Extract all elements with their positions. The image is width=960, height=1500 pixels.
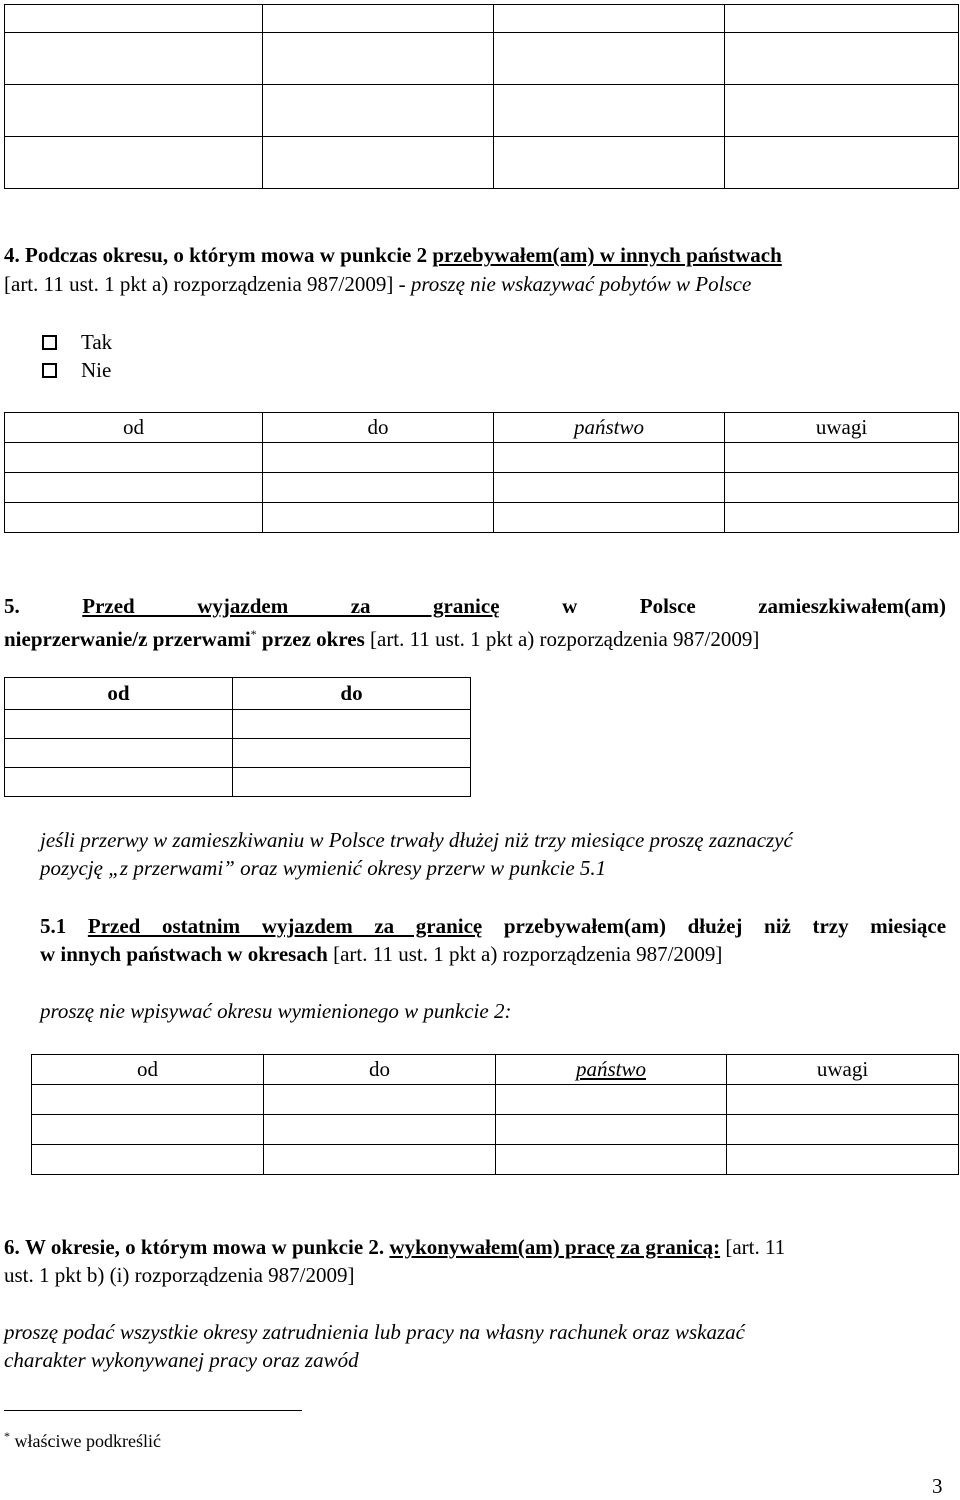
table-cell[interactable] [264,1085,496,1115]
table-cell[interactable] [263,137,494,189]
table-cell[interactable] [5,85,263,137]
header-od: od [5,678,233,710]
section5-legal-text: [art. 11 ust. 1 pkt a) rozporządzenia 987/2009] [370,627,760,651]
table-cell[interactable] [725,473,959,503]
section5-note-line2: pozycję „z przerwami” oraz wymienić okresy przerw w punkcie 5.1 [40,856,607,880]
header-do: do [264,1055,496,1085]
header-do: do [233,678,471,710]
section51-legal-text: [art. 11 ust. 1 pkt a) rozporządzenia 987/2009] [333,942,723,966]
table-cell[interactable] [264,1145,496,1175]
header-panstwo: państwo [496,1055,727,1085]
section51-num: 5.1 [40,914,67,938]
table-cell[interactable] [5,503,263,533]
section5-heading-underlined: Przed wyjazdem za granicę [82,594,500,618]
table-cell[interactable] [233,739,471,768]
table-cell[interactable] [727,1145,959,1175]
table-cell[interactable] [263,85,494,137]
top-table [4,4,959,189]
section6-legal-text: [art. 11 [725,1235,786,1259]
header-do: do [263,413,494,443]
header-od: od [5,413,263,443]
table-cell[interactable] [233,768,471,797]
table-cell[interactable] [494,5,725,33]
table-cell[interactable] [263,503,494,533]
table-cell[interactable] [5,739,233,768]
table-cell[interactable] [725,137,959,189]
header-uwagi: uwagi [727,1055,959,1085]
table-cell[interactable] [494,85,725,137]
section5-heading-text3: przez okres [261,627,365,651]
page-number: 3 [932,1474,943,1498]
section4-instruction: proszę nie wskazywać pobytów w Polsce [410,272,752,296]
footnote-mark: * [4,1429,10,1443]
table-cell[interactable] [32,1115,264,1145]
section6-note-line1: proszę podać wszystkie okresy zatrudnienia lub pracy na własny rachunek oraz wskazać [4,1320,745,1344]
table-cell[interactable] [5,710,233,739]
footnote-text: właściwe podkreślić [14,1431,161,1451]
table-cell[interactable] [233,710,471,739]
section51-heading [40,912,946,940]
table-cell[interactable] [727,1115,959,1145]
section4-heading-text: Podczas okresu, o którym mowa w punkcie 2 [25,243,428,267]
section4-num: 4. [4,243,20,267]
section6-heading-underlined: wykonywałem(am) pracę za granicą: [389,1235,721,1259]
section5-heading [4,592,946,620]
section5-table [4,677,471,797]
table-cell[interactable] [725,85,959,137]
option-label: Nie [81,358,112,382]
table-cell[interactable] [494,443,725,473]
header-od: od [32,1055,264,1085]
section4-heading-underlined: przebywałem(am) w innych państwach [432,243,782,267]
table-cell[interactable] [496,1085,727,1115]
section5-heading-text2: nieprzerwanie/z przerwami [4,627,251,651]
checkbox-icon[interactable] [42,363,57,378]
table-cell[interactable] [263,473,494,503]
table-cell[interactable] [5,768,233,797]
section4-legal-ref [4,270,751,298]
footnote [4,1422,161,1455]
table-cell[interactable] [264,1115,496,1145]
table-cell[interactable] [32,1145,264,1175]
table-cell[interactable] [496,1115,727,1145]
section6-num: 6. [4,1235,20,1259]
table-cell[interactable] [494,33,725,85]
option-nie[interactable] [42,356,111,384]
table-cell[interactable] [725,443,959,473]
section6-heading [4,1233,946,1261]
section51-table [31,1054,959,1175]
table-cell[interactable] [263,33,494,85]
table-cell[interactable] [494,473,725,503]
section51-heading-text2: w innych państwach w okresach [40,942,328,966]
table-cell[interactable] [263,5,494,33]
table-cell[interactable] [725,5,959,33]
header-uwagi: uwagi [725,413,959,443]
footnote-divider [4,1410,302,1411]
section6-note-line2: charakter wykonywanej pracy oraz zawód [4,1348,359,1372]
section4-legal-text: [art. 11 ust. 1 pkt a) rozporządzenia 987/2009] - [4,272,406,296]
table-cell[interactable] [727,1085,959,1115]
checkbox-icon[interactable] [42,335,57,350]
section51-heading-line2 [40,940,722,968]
section5-heading-line2 [4,620,759,653]
section51-heading-text: przebywałem(am) dłużej niż trzy miesiące [503,914,947,938]
table-cell[interactable] [5,5,263,33]
option-label: Tak [81,330,113,354]
table-cell[interactable] [5,137,263,189]
section4-table [4,412,959,533]
table-cell[interactable] [496,1145,727,1175]
section5-num: 5. [4,594,20,618]
table-cell[interactable] [725,33,959,85]
option-tak[interactable] [42,328,112,356]
table-cell[interactable] [494,503,725,533]
table-cell[interactable] [32,1085,264,1115]
header-panstwo: państwo [494,413,725,443]
section5-heading-text: w Polsce zamieszkiwałem(am) [562,594,946,618]
table-cell[interactable] [5,443,263,473]
section5-note-line1: jeśli przerwy w zamieszkiwaniu w Polsce trwały dłużej niż trzy miesiące proszę zaznaczyć [40,828,793,852]
section51-heading-underlined: Przed ostatnim wyjazdem za granicę [87,914,483,938]
table-cell[interactable] [5,33,263,85]
section6-legal-line2: ust. 1 pkt b) (i) rozporządzenia 987/2009] [4,1263,355,1287]
section4-heading [4,241,946,269]
table-cell[interactable] [5,473,263,503]
table-cell[interactable] [725,503,959,533]
table-cell[interactable] [263,443,494,473]
section6-heading-text: W okresie, o którym mowa w punkcie 2. [25,1235,385,1259]
section51-instruction: proszę nie wpisywać okresu wymienionego w punkcie 2: [40,999,512,1023]
footnote-mark: * [250,627,257,641]
table-cell[interactable] [494,137,725,189]
